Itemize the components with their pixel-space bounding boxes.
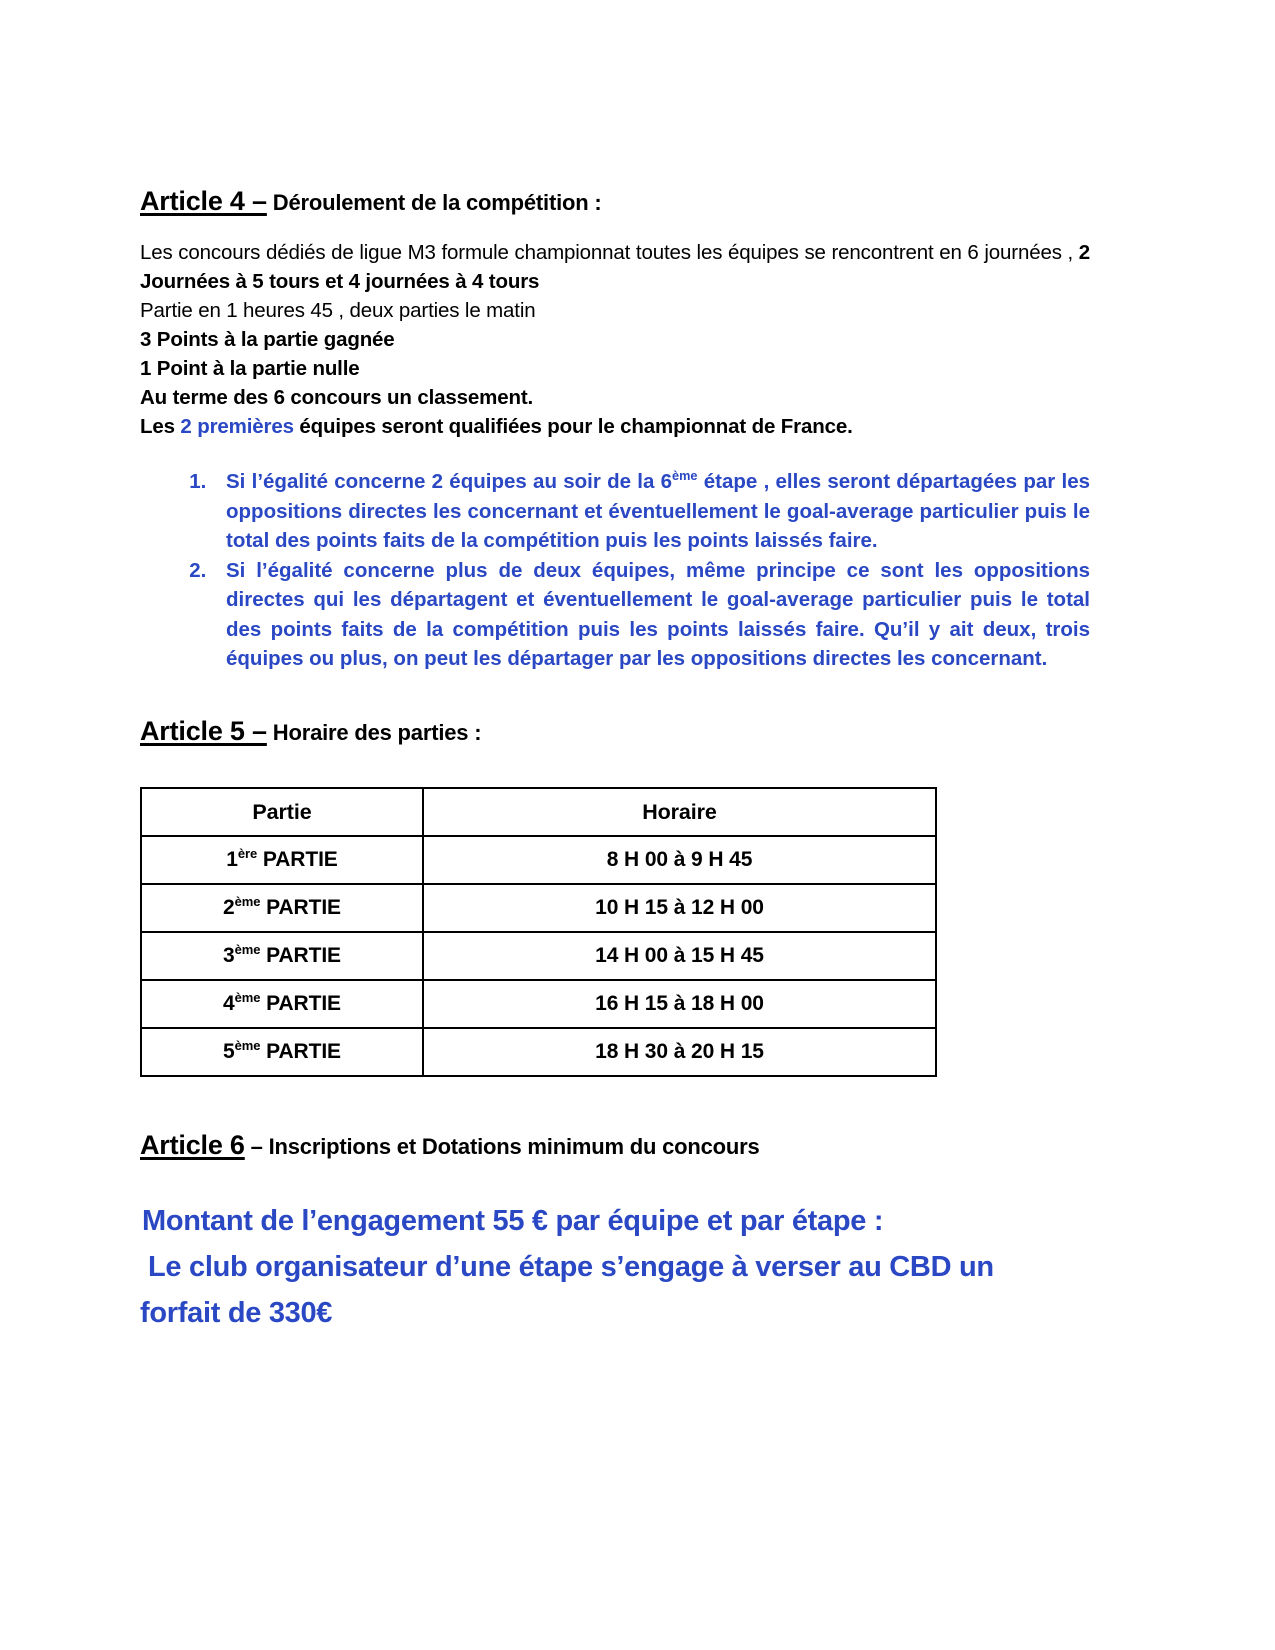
cell-partie [141,884,423,932]
partie-ordinal: 2 [223,896,235,920]
article-5-number: Article 5 – [140,715,267,746]
tiebreak-rule-2-part1: Si l’égalité concerne plus de deux équipes, même principe ce sont les oppositions directes qui les départagent et éventuellement le goal-average particulier puis le total des points faits de la compétition puis les points laissés faire. Qu’il y ait deux, trois équipes ou plus, on peut les départager par les oppositions directes les concernant. [226,558,1090,671]
tiebreak-rule-1-part2: étape , elles seront départagées par les oppositions directes les concernant et éventuellement le goal-average particulier puis le total des points faits de la compétition puis les points laissés faire. [226,470,1091,553]
article-4-line-qualification [140,412,1090,441]
forfait-line-1: Le club organisateur d’une étape s’engage à verser au CBD un [148,1250,994,1283]
partie-label: PARTIE [257,848,338,872]
article-4-heading [140,185,1090,217]
partie-label: PARTIE [260,992,341,1016]
partie-ordinal-suffix: ème [234,990,261,1006]
cell-partie [141,836,423,884]
cell-horaire: 18 H 30 à 20 H 15 [423,1028,936,1076]
article-5-section [140,715,1090,1077]
article-4-title: Déroulement de la compétition : [266,190,602,215]
partie-label: PARTIE [260,1040,341,1064]
partie-ordinal: 4 [223,992,235,1016]
article-6-number: Article 6 [140,1130,245,1161]
qualification-prefix: Les [140,415,181,439]
partie-ordinal-suffix: ème [234,1038,261,1054]
cell-partie [141,1028,423,1076]
cell-horaire: 14 H 00 à 15 H 45 [423,932,936,980]
article-6-heading [140,1129,1090,1161]
article-6-section [140,1129,1090,1335]
tiebreak-rule-1-ordinal-suffix: ème [672,468,698,484]
article-6-body [140,1198,1090,1336]
article-4-line-points-win: 3 Points à la partie gagnée [140,328,395,352]
article-4-line-points-draw: 1 Point à la partie nulle [140,357,360,381]
article-5-title: Horaire des parties : [266,719,482,745]
tiebreak-rule-2 [212,556,1090,674]
partie-ordinal-suffix: ème [234,942,261,958]
partie-ordinal: 1 [226,848,238,872]
article-4-intro-lead: Les concours dédiés de ligue M3 formule championnat toutes les équipes se rencontrent en 6 journées , [140,241,1079,265]
article-6-title: – Inscriptions et Dotations minimum du concours [244,1134,760,1160]
tiebreak-rules-list [140,467,1090,674]
qualification-suffix: équipes seront qualifiées pour le championnat de France. [293,415,853,439]
column-header-horaire: Horaire [423,788,936,836]
table-row [141,980,936,1028]
article-4-line-duration: Partie en 1 heures 45 , deux parties le matin [140,299,536,323]
cell-horaire: 10 H 15 à 12 H 00 [423,884,936,932]
qualification-highlight: 2 premières [180,415,294,439]
partie-ordinal: 3 [223,944,235,968]
article-4-number: Article 4 – [140,186,267,216]
schedule-table-head [141,788,936,836]
article-5-heading [140,715,1090,747]
forfait-line-2: forfait de 330€ [140,1296,333,1329]
montant-engagement-line: Montant de l’engagement 55 € par équipe et par étape : [142,1204,884,1237]
article-4-intro-paragraph [140,238,1090,296]
cell-partie [141,932,423,980]
partie-ordinal: 5 [223,1040,235,1064]
partie-label: PARTIE [260,944,341,968]
schedule-table-body [141,836,936,1076]
partie-ordinal-suffix: ère [237,846,258,862]
table-row [141,836,936,884]
article-4-line-classement: Au terme des 6 concours un classement. [140,386,534,410]
article-4-body [140,238,1090,441]
article-4-intro-bold: 2 Journées à 5 tours et 4 journées à 4 tours [140,241,1090,294]
partie-label: PARTIE [260,896,341,920]
table-row [141,932,936,980]
table-row [141,1028,936,1076]
column-header-partie: Partie [141,788,423,836]
cell-horaire: 8 H 00 à 9 H 45 [423,836,936,884]
partie-ordinal-suffix: ème [234,894,261,910]
table-row [141,884,936,932]
schedule-table [140,787,937,1077]
tiebreak-rule-1-part1: Si l’égalité concerne 2 équipes au soir de la 6 [226,470,673,494]
cell-horaire: 16 H 15 à 18 H 00 [423,980,936,1028]
tiebreak-rule-1 [212,467,1090,556]
cell-partie [141,980,423,1028]
table-header-row [141,788,936,836]
